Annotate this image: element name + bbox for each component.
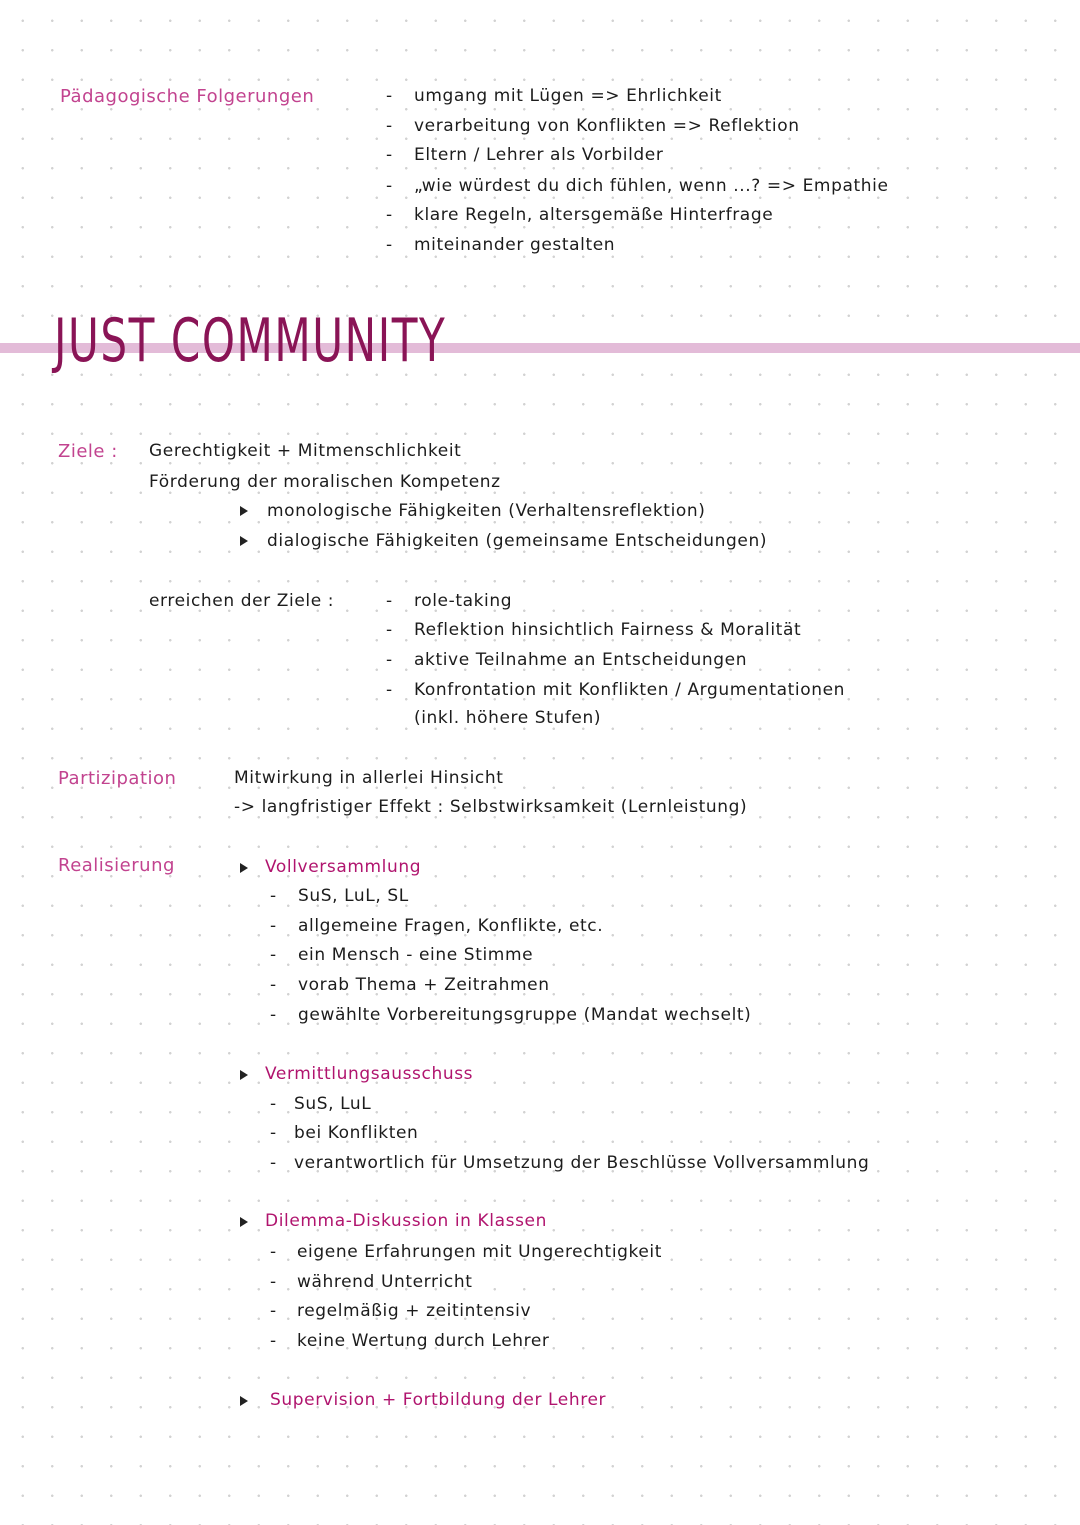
dilemma-item-4: keine Wertung durch Lehrer [297,1331,550,1351]
bullet-triangle-icon [240,1070,248,1080]
vollversammlung-item-1: SuS, LuL, SL [298,886,409,906]
supervision-heading: Supervision + Fortbildung der Lehrer [270,1390,607,1410]
dash-marker: - [270,1005,277,1025]
partizipation-line-2: -> langfristiger Effekt : Selbstwirksamkeit (Lernleistung) [234,797,748,817]
ziele-bullet-2: dialogische Fähigkeiten (gemeinsame Entscheidungen) [267,531,768,551]
bullet-triangle-icon [240,1396,248,1406]
dash-marker: - [270,975,277,995]
ziele-bullet-1: monologische Fähigkeiten (Verhaltensreflektion) [267,501,706,521]
bullet-triangle-icon [240,506,248,516]
paed-item-6: miteinander gestalten [414,235,616,255]
dash-marker: - [270,1331,277,1351]
erreichen-item-5: (inkl. höhere Stufen) [414,708,602,728]
erreichen-item-2: Reflektion hinsichtlich Fairness & Moralität [414,620,802,640]
erreichen-item-1: role-taking [414,591,513,611]
dash-marker: - [270,886,277,906]
dash-marker: - [386,591,393,611]
dash-marker: - [386,86,393,106]
dash-marker: - [270,1272,277,1292]
erreichen-label: erreichen der Ziele : [149,591,335,611]
dash-marker: - [386,680,393,700]
dilemma-item-1: eigene Erfahrungen mit Ungerechtigkeit [297,1242,663,1262]
vermittlungsausschuss-item-1: SuS, LuL [294,1094,372,1114]
paed-item-3: Eltern / Lehrer als Vorbilder [414,145,664,165]
dilemma-item-3: regelmäßig + zeitintensiv [297,1301,532,1321]
partizipation-label: Partizipation [58,768,177,789]
dash-marker: - [386,235,393,255]
vollversammlung-item-5: gewählte Vorbereitungsgruppe (Mandat wechselt) [298,1005,752,1025]
vermittlungsausschuss-item-3: verantwortlich für Umsetzung der Beschlüsse Vollversammlung [294,1153,870,1173]
bullet-triangle-icon [240,536,248,546]
vollversammlung-heading: Vollversammlung [265,857,422,877]
paed-item-1: umgang mit Lügen => Ehrlichkeit [414,86,722,106]
dash-marker: - [386,176,393,196]
vermittlungsausschuss-item-2: bei Konflikten [294,1123,419,1143]
paed-item-2: verarbeitung von Konflikten => Reflektion [414,116,800,136]
vollversammlung-item-2: allgemeine Fragen, Konflikte, etc. [298,916,604,936]
paed-item-4: „wie würdest du dich fühlen, wenn ...? => Empathie [414,176,889,196]
bullet-triangle-icon [240,1217,248,1227]
partizipation-line-1: Mitwirkung in allerlei Hinsicht [234,768,504,788]
paed-item-5: klare Regeln, altersgemäße Hinterfrage [414,205,774,225]
dilemma-item-2: während Unterricht [297,1272,473,1292]
dash-marker: - [270,916,277,936]
vermittlungsausschuss-heading: Vermittlungsausschuss [265,1064,474,1084]
dash-marker: - [270,1153,277,1173]
dash-marker: - [270,1301,277,1321]
vollversammlung-item-3: ein Mensch - eine Stimme [298,945,534,965]
dash-marker: - [386,205,393,225]
dilemma-heading: Dilemma-Diskussion in Klassen [265,1211,547,1231]
dash-marker: - [270,945,277,965]
ziele-line-2: Förderung der moralischen Kompetenz [149,472,501,492]
bullet-triangle-icon [240,863,248,873]
vollversammlung-item-4: vorab Thema + Zeitrahmen [298,975,550,995]
dash-marker: - [386,116,393,136]
ziele-label: Ziele : [58,441,118,462]
dash-marker: - [270,1094,277,1114]
ziele-line-1: Gerechtigkeit + Mitmenschlichkeit [149,441,462,461]
dash-marker: - [386,650,393,670]
dash-marker: - [270,1242,277,1262]
realisierung-label: Realisierung [58,855,175,876]
page-title: JUST COMMUNITY [54,306,447,376]
dash-marker: - [386,620,393,640]
dash-marker: - [386,145,393,165]
paed-label: Pädagogische Folgerungen [60,86,315,107]
erreichen-item-3: aktive Teilnahme an Entscheidungen [414,650,748,670]
dash-marker: - [270,1123,277,1143]
erreichen-item-4: Konfrontation mit Konflikten / Argumentationen [414,680,846,700]
